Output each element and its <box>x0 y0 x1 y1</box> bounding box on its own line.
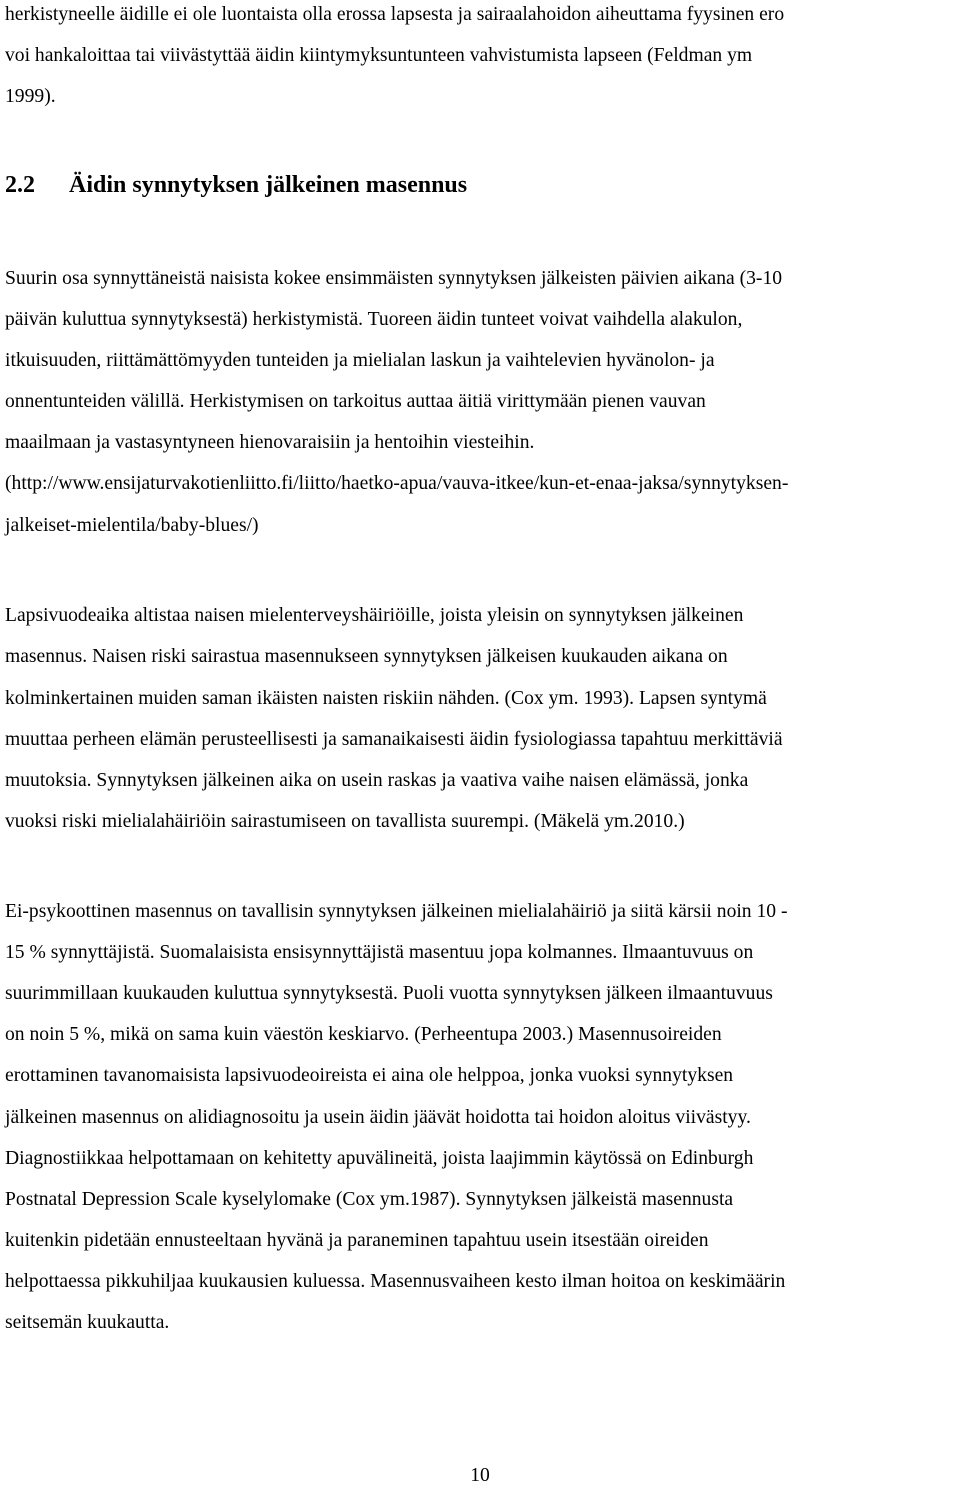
paragraph-line: 15 % synnyttäjistä. Suomalaisista ensisynnyttäjistä masentuu jopa kolmannes. Ilmaantuvuus on <box>5 942 754 963</box>
paragraph-line: Suurin osa synnyttäneistä naisista kokee ensimmäisten synnytyksen jälkeisten päivien aikana (3-10 <box>5 268 783 289</box>
paragraph-line: Lapsivuodeaika altistaa naisen mielenterveyshäiriöille, joista yleisin on synnytyksen jälkeinen <box>5 605 744 626</box>
paragraph-line: päivän kuluttua synnytyksestä) herkistymistä. Tuoreen äidin tunteet voivat vaihdella alakulon, <box>5 309 743 330</box>
paragraph-line: muutoksia. Synnytyksen jälkeinen aika on usein raskas ja vaativa vaihe naisen elämässä, jonka <box>5 770 749 791</box>
paragraph-line: masennus. Naisen riski sairastua masennukseen synnytyksen jälkeisen kuukauden aikana on <box>5 646 728 667</box>
paragraph-line: on noin 5 %, mikä on sama kuin väestön keskiarvo. (Perheentupa 2003.) Masennusoireiden <box>5 1024 722 1045</box>
intro-line: herkistyneelle äidille ei ole luontaista olla erossa lapsesta ja sairaalahoidon aiheuttama fyysinen ero <box>5 4 785 25</box>
section-heading <box>5 170 467 200</box>
intro-line: 1999). <box>5 86 56 107</box>
paragraph-line: muuttaa perheen elämän perusteellisesti ja samanaikaisesti äidin fysiologiassa tapahtuu merkittäviä <box>5 729 783 750</box>
paragraph-line: jalkeiset-mielentila/baby-blues/) <box>5 515 259 536</box>
paragraph-line: seitsemän kuukautta. <box>5 1312 170 1333</box>
paragraph-line: onnentunteiden välillä. Herkistymisen on tarkoitus auttaa äitiä virittymään pienen vauvan <box>5 391 706 412</box>
paragraph-line: helpottaessa pikkuhiljaa kuukausien kuluessa. Masennusvaiheen kesto ilman hoitoa on keskimäärin <box>5 1271 786 1292</box>
paragraph-line: erottaminen tavanomaisista lapsivuodeoireista ei aina ole helppoa, jonka vuoksi synnytyksen <box>5 1065 734 1086</box>
section-title: Äidin synnytyksen jälkeinen masennus <box>69 172 468 198</box>
page-number: 10 <box>470 1465 490 1486</box>
paragraph-line: Diagnostiikkaa helpottamaan on kehitetty apuvälineitä, joista laajimmin käytössä on Edinburgh <box>5 1148 754 1169</box>
paragraph-line: jälkeinen masennus on alidiagnosoitu ja usein äidin jäävät hoidotta tai hoidon aloitus viivästyy. <box>5 1107 751 1128</box>
paragraph-line: maailmaan ja vastasyntyneen hienovaraisiin ja hentoihin viesteihin. <box>5 432 535 453</box>
paragraph-line: kuitenkin pidetään ennusteeltaan hyvänä ja paraneminen tapahtuu usein itsestään oireiden <box>5 1230 709 1251</box>
paragraph-line: (http://www.ensijaturvakotienliitto.fi/liitto/haetko-apua/vauva-itkee/kun-et-enaa-jaksa/synnytyksen- <box>5 473 789 494</box>
paragraph-line: Ei-psykoottinen masennus on tavallisin synnytyksen jälkeinen mielialahäiriö ja siitä kärsii noin 10 - <box>5 901 788 922</box>
paragraph-line: itkuisuuden, riittämättömyyden tunteiden ja mielialan laskun ja vaihtelevien hyvänolon- ja <box>5 350 715 371</box>
paragraph-line: vuoksi riski mielialahäiriöin sairastumiseen on tavallista suurempi. (Mäkelä ym.2010.) <box>5 811 685 832</box>
paragraph-line: suurimmillaan kuukauden kuluttua synnytyksestä. Puoli vuotta synnytyksen jälkeen ilmaantuvuus <box>5 983 773 1004</box>
section-number: 2.2 <box>5 172 35 198</box>
paragraph-line: Postnatal Depression Scale kyselylomake (Cox ym.1987). Synnytyksen jälkeistä masennusta <box>5 1189 734 1210</box>
paragraph-line: kolminkertainen muiden saman ikäisten naisten riskiin nähden. (Cox ym. 1993). Lapsen syntymä <box>5 688 767 709</box>
intro-line: voi hankaloittaa tai viivästyttää äidin kiintymyksuntunteen vahvistumista lapseen (Feldman ym <box>5 45 753 66</box>
